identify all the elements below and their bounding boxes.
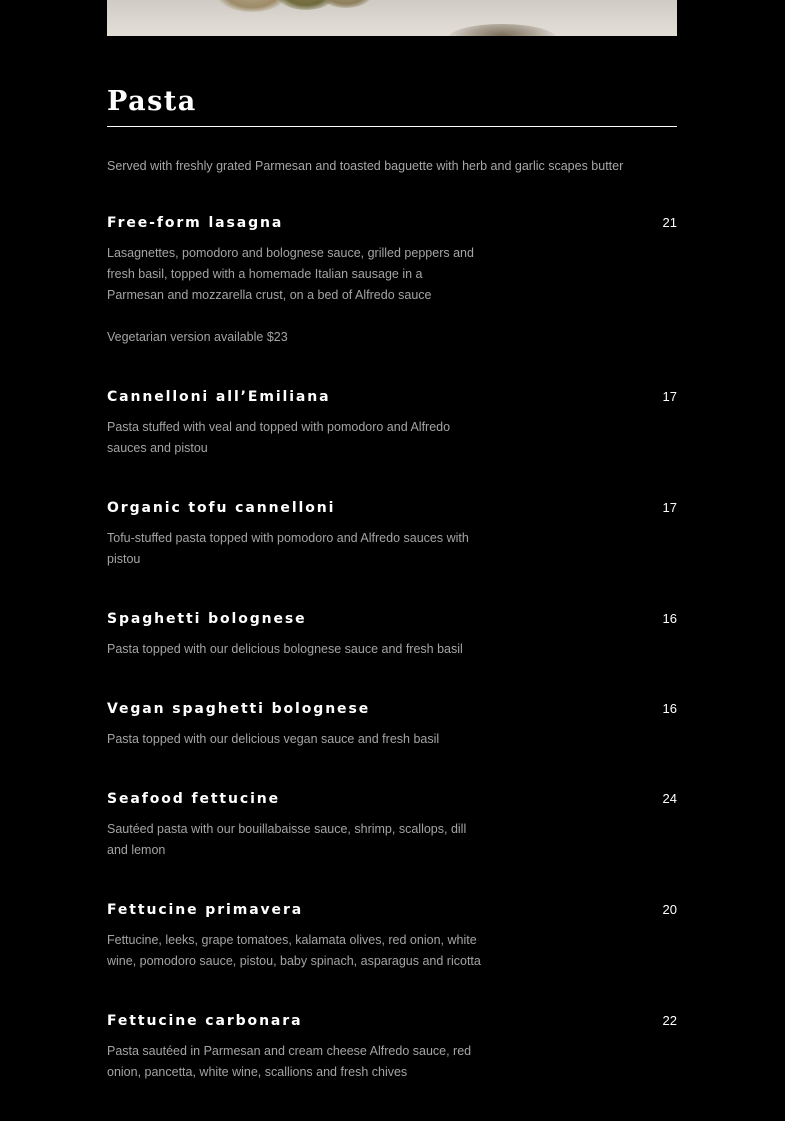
menu-item-price: 21 [662, 215, 677, 230]
menu-item-name: Free-form lasagna [107, 215, 284, 231]
menu-item-price: 22 [662, 1013, 677, 1028]
section-title: Pasta [107, 86, 197, 117]
menu-item-name: Fettucine carbonara [107, 1013, 303, 1029]
menu-item-name: Fettucine primavera [107, 902, 304, 918]
menu-item-description: Pasta sautéed in Parmesan and cream cheese Alfredo sauce, red onion, pancetta, white wine, scallions and fresh chives [107, 1044, 472, 1079]
menu-section-pasta [107, 80, 677, 1121]
menu-item-price: 20 [662, 902, 677, 917]
menu-item-name: Organic tofu cannelloni [107, 500, 336, 516]
menu-item [107, 1010, 677, 1121]
menu-item [107, 788, 677, 899]
menu-item-name: Cannelloni all’Emiliana [107, 389, 331, 405]
menu-item-description: Pasta topped with our delicious vegan sauce and fresh basil [107, 732, 440, 746]
menu-item-description: Pasta topped with our delicious bolognese sauce and fresh basil [107, 642, 463, 656]
menu-item-note: Vegetarian version available $23 [107, 330, 288, 344]
section-intro: Served with freshly grated Parmesan and toasted baguette with herb and garlic scapes butter [107, 159, 624, 173]
menu-item-description: Sautéed pasta with our bouillabaisse sauce, shrimp, scallops, dill and lemon [107, 822, 467, 857]
menu-item-description: Pasta stuffed with veal and topped with pomodoro and Alfredo sauces and pistou [107, 420, 451, 455]
menu-item-price: 16 [662, 611, 677, 626]
menu-item [107, 608, 677, 698]
menu-item [107, 386, 677, 497]
menu-item [107, 497, 677, 608]
menu-item-name: Vegan spaghetti bolognese [107, 701, 371, 717]
menu-item-name: Spaghetti bolognese [107, 611, 307, 627]
menu-item [107, 899, 677, 1010]
menu-item [107, 212, 677, 386]
food-shape [217, 0, 287, 12]
plate-shape [447, 24, 557, 36]
hero-food-image [107, 0, 677, 36]
menu-item-name: Seafood fettucine [107, 791, 281, 807]
menu-item [107, 698, 677, 788]
menu-item-price: 16 [662, 701, 677, 716]
menu-item-description: Lasagnettes, pomodoro and bolognese sauce, grilled peppers and fresh basil, topped with a homemade Italian sausage in a Parmesan and mozzarella crust, on a bed of Alfredo sauce [107, 246, 474, 302]
section-divider [107, 126, 677, 127]
menu-item-price: 24 [662, 791, 677, 806]
menu-item-description: Fettucine, leeks, grape tomatoes, kalamata olives, red onion, white wine, pomodoro sauce, pistou, baby spinach, asparagus and ricotta [107, 933, 481, 968]
menu-item-list [107, 212, 677, 1121]
menu-item-price: 17 [662, 500, 677, 515]
menu-item-price: 17 [662, 389, 677, 404]
menu-item-description: Tofu-stuffed pasta topped with pomodoro and Alfredo sauces with pistou [107, 531, 469, 566]
